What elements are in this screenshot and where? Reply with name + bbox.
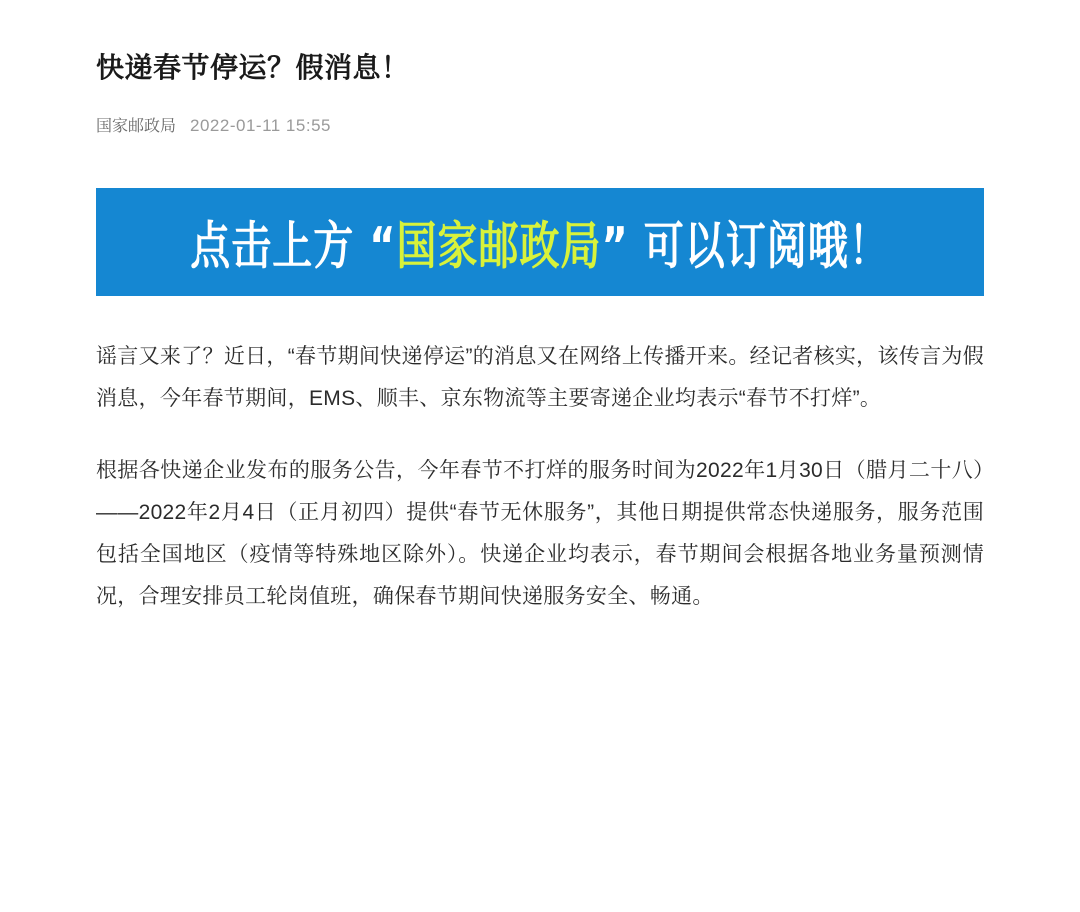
banner-suffix: ” 可以订阅哦！: [601, 217, 890, 277]
article-paragraph: 根据各快递企业发布的服务公告，今年春节不打烊的服务时间为2022年1月30日（腊月二十八）——2022年2月4日（正月初四）提供“春节无休服务”，其他日期提供常态快递服务，服务范围包括全国地区（疫情等特殊地区除外）。快递企业均表示，春节期间会根据各地业务量预测情况，合理安排员工轮岗值班，确保春节期间快递服务安全、畅通。: [96, 459, 984, 609]
article-meta: [96, 113, 984, 136]
subscribe-banner-text: [190, 206, 889, 279]
page-title: 快递春节停运？假消息！: [96, 52, 410, 83]
banner-highlight: 国家邮政局: [396, 217, 602, 277]
subscribe-banner[interactable]: [96, 188, 984, 296]
article-author: 国家邮政局: [96, 118, 177, 136]
article-body: [96, 336, 984, 618]
article-paragraph: 谣言又来了？近日，“春节期间快递停运”的消息又在网络上传播开来。经记者核实，该传言为假消息，今年春节期间，EMS、顺丰、京东物流等主要寄递企业均表示“春节不打烊”。: [96, 345, 984, 411]
article-timestamp: 2022-01-11 15:55: [190, 116, 331, 136]
banner-prefix: 点击上方 “: [190, 217, 397, 277]
